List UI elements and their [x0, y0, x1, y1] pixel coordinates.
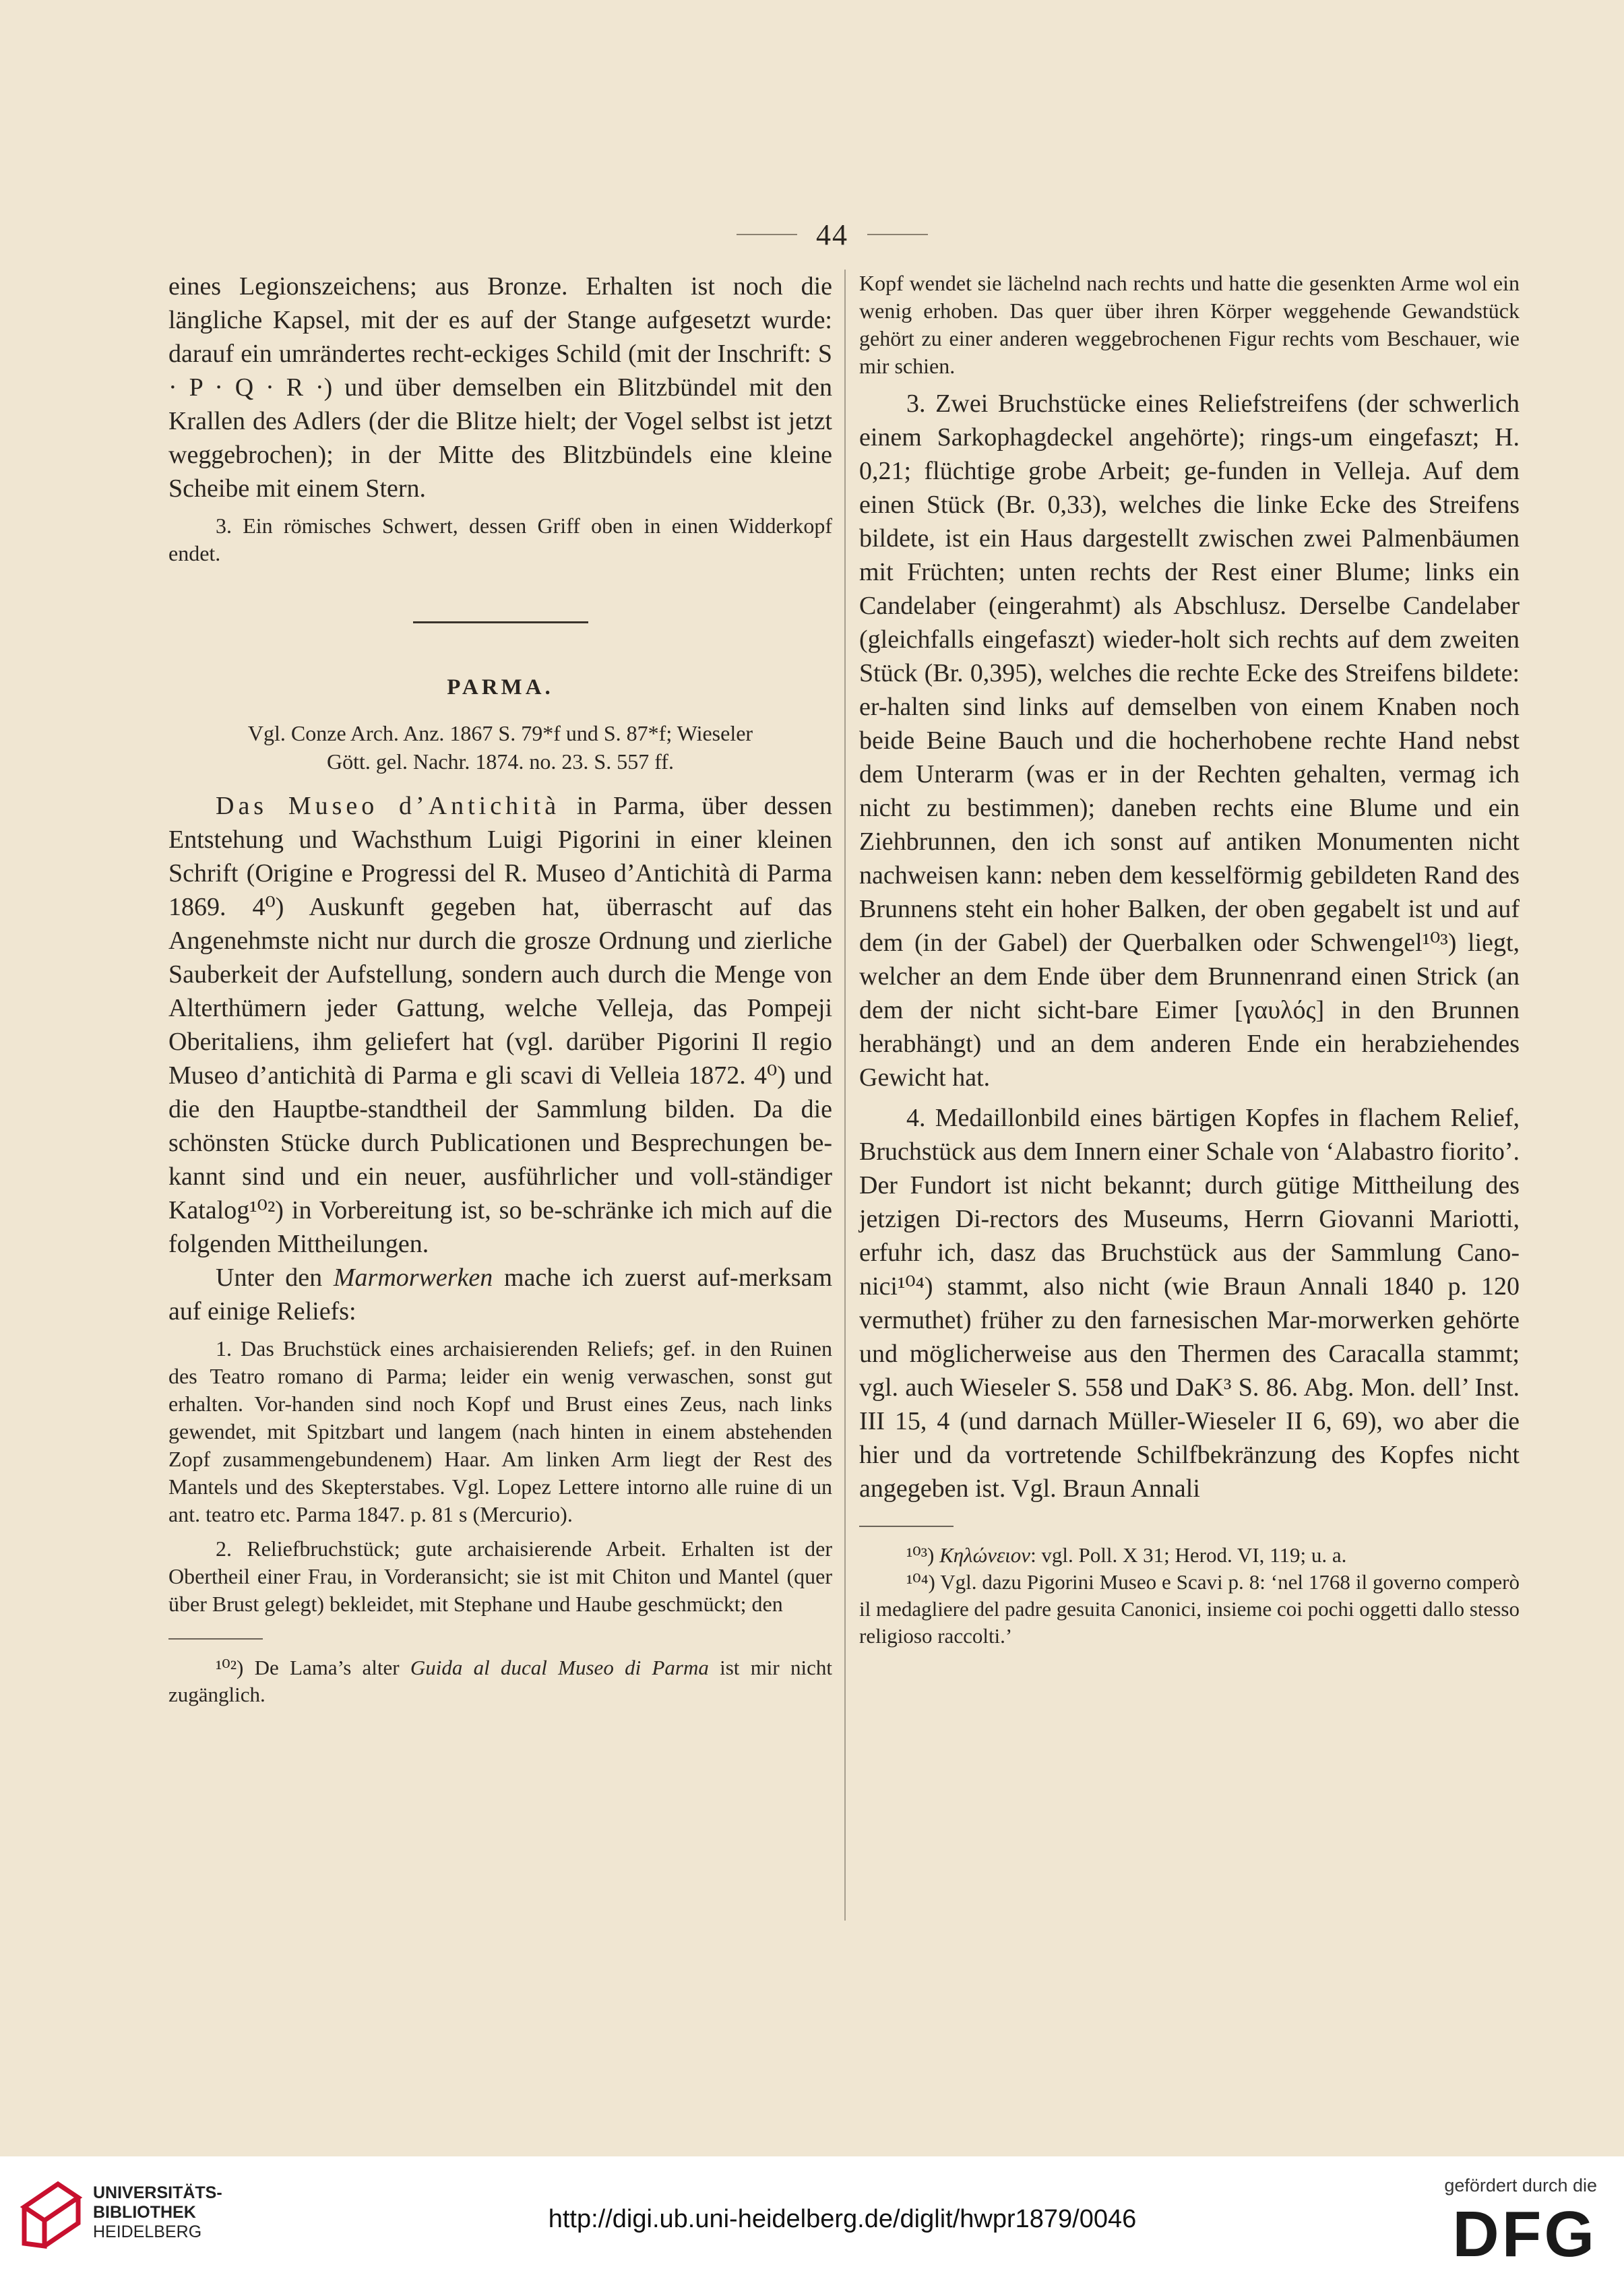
footnote-103-a: ¹⁰³) [906, 1543, 940, 1567]
page-number-header [731, 214, 933, 255]
left-paragraph-4 [168, 1261, 832, 1328]
left-paragraph-4-b: mache ich zuerst auf-merksam auf einige Reliefs: [168, 1264, 833, 1326]
footnote-rule-left [168, 1638, 263, 1640]
page-number-rule-left [737, 234, 797, 235]
left-paragraph-5: 1. Das Bruchstück eines archaisierenden Reliefs; gef. in den Ruinen des Teatro romano di Parma; leider ein wenig verwaschen, sonst gut erhalten. Vor-handen sind noch Kopf und Brust eines Zeus, nach links gewendet, mit Spitzbart und langem (nach hinten in einem abstehenden Zopf zusammengebundenem) Haar. Am linken Arm liegt der Rest des Mantels und des Skepterstabes. Vgl. Lopez Lettere intorno alle ruine di un ant. teatro etc. Parma 1847. p. 81 s (Mercurio). [168, 1336, 832, 1526]
museum-name: Das Museo d’Antichità [216, 792, 561, 820]
footnote-102-b: ist mir nicht zugänglich. [168, 1656, 832, 1706]
footnote-103-italic: Κηλώνειον [939, 1543, 1031, 1567]
library-name-line-1: UNIVERSITÄTS- [93, 2183, 222, 2202]
column-divider [844, 270, 846, 1921]
footnote-104: ¹⁰⁴) Vgl. dazu Pigorini Museo e Scavi p. 8: ‘nel 1768 il governo comperò il medagliere del padre gesuita Canonici, insieme coi pochi oggetti dallo stesso religioso raccolti.’ [859, 1570, 1520, 1648]
footnote-103-b: : vgl. Poll. X 31; Herod. VI, 119; u. a. [1030, 1543, 1347, 1567]
left-paragraph-6: 2. Reliefbruchstück; gute archaisierende Arbeit. Erhalten ist der Obertheil einer Frau, in Vorderansicht; sie ist mit Chiton und Mantel (quer über Brust gelegt) bekleidet, mit Stephane und Haube geschmückt; den [168, 1536, 832, 1616]
right-paragraph-1: Kopf wendet sie lächelnd nach rechts und hatte die gesenkten Arme wol ein wenig erhoben. Das quer über ihren Körper weggehende Gewandstück gehört zu einer anderen weggebrochenen Figur rechts vom Beschauer, wie mir schien. [859, 271, 1520, 378]
footnote-103 [859, 1542, 1520, 1569]
right-paragraph-2: 3. Zwei Bruchstücke eines Reliefstreifens (der schwerlich einem Sarkophagdeckel angehörte); rings-um eingefaszt; H. 0,21; flüchtige grobe Arbeit; ge-funden in Velleja. Auf dem einen Stück (Br. 0,33), welches die linke Ecke des Streifens bildete, ist ein Haus dargestellt zwischen zwei Palmenbäumen mit Früchten; unten rechts der Rest einer Blume; links ein Candelaber (eingerahmt) als Abschlusz. Derselbe Candelaber (gleichfalls eingefaszt) wieder-holt sich rechts auf dem zweiten Stück (Br. 0,395), welches die rechte Ecke des Streifens bildete: er-halten sind links auf demselben von einem Knaben noch beide Beine Bauch und die hocherhobene rechte Hand nebst dem Unterarm (was er in der Rechten gehalten, vermag ich nicht zu bestimmen); daneben rechts eine Blume und ein Ziehbrunnen, den ich sonst auf antiken Monumenten nicht nachweisen kann: neben dem kesselförmig gebildeten Rand des Brunnens steht ein hoher Balken, der oben gegabelt ist und auf dem (in der Gabel) der Querbalken oder Schwengel¹⁰³) liegt, welcher an dem Ende über dem Brunnenrand einen Strick (an dem der nicht sicht-bare Eimer [γαυλός] in den Brunnen herabhängt) und an dem anderen Ende ein herabziehendes Gewicht hat. [859, 390, 1520, 1092]
library-name-line-3: HEIDELBERG [93, 2222, 202, 2241]
section-divider [413, 621, 588, 623]
left-paragraph-4-a: Unter den [216, 1264, 334, 1292]
footer-bar [0, 2156, 1624, 2273]
library-name-line-2: BIBLIOTHEK [93, 2203, 196, 2222]
footnote-rule-right [859, 1526, 954, 1527]
right-paragraph-3: 4. Medaillonbild eines bärtigen Kopfes in flachem Relief, Bruchstück aus dem Innern einer Schale von ‘Alabastro fiorito’. Der Fundort ist nicht bekannt; durch gütige Mittheilung des jetzigen Di-rectors des Museums, Herrn Giovanni Mariotti, erfuhr ich, dasz das Bruchstück aus der Sammlung Cano-nici¹⁰⁴) stammt, also nicht (wie Braun Annali 1840 p. 120 vermuthet) früher zu den farnesischen Mar-morwerken gehörte und möglicherweise aus den Thermen des Caracalla stammt; vgl. auch Wieseler S. 558 und DaK³ S. 86. Abg. Mon. dell’ Inst. III 15, 4 (und darnach Müller-Wieseler II 6, 69), wo aber die hier und da vortretende Schilfbekränzung des Kopfes nicht angegeben ist. Vgl. Braun Annali [859, 1104, 1520, 1503]
left-column [168, 270, 832, 1708]
reference-line-1: Vgl. Conze Arch. Anz. 1867 S. 79*f und S. 87*f; Wieseler [247, 721, 753, 745]
university-library-name [93, 2183, 222, 2242]
page-number-rule-right [867, 234, 928, 235]
page-number: 44 [816, 218, 848, 251]
reference-line-2: Gött. gel. Nachr. 1874. no. 23. S. 557 ff. [327, 749, 674, 774]
dfg-logo: DFG [1452, 2198, 1597, 2270]
right-column [859, 270, 1520, 1650]
left-paragraph-4-italic: Marmorwerken [333, 1264, 493, 1292]
footnote-102 [168, 1654, 832, 1708]
footnote-102-italic: Guida al ducal Museo di Parma [410, 1656, 709, 1679]
left-paragraph-3 [168, 789, 832, 1261]
left-paragraph-2: 3. Ein römisches Schwert, dessen Griff oben in einen Widderkopf endet. [168, 513, 832, 565]
source-url-link[interactable]: http://digi.ub.uni-heidelberg.de/diglit/hwpr1879/0046 [548, 2205, 1137, 2233]
section-reference [168, 719, 832, 776]
footnote-102-a: ¹⁰²) De Lama’s alter [216, 1656, 410, 1679]
left-paragraph-1: eines Legionszeichens; aus Bronze. Erhalten ist noch die längliche Kapsel, mit der es auf der Stange aufgesetzt wurde: darauf ein umrändertes recht-eckiges Schild (mit der Inschrift: S · P · Q · R ·) und über demselben ein Blitzbündel mit den Krallen des Adlers (der die Blitze hielt; der Vogel selbst ist jetzt weggebrochen); in der Mitte des Blitzbündels eine kleine Scheibe mit einem Stern. [168, 272, 832, 503]
funding-note: gefördert durch die [1444, 2175, 1597, 2196]
left-paragraph-3-text: in Parma, über dessen Entstehung und Wachsthum Luigi Pigorini in einer kleinen Schrift (Origine e Progressi del R. Museo d’Antichità di Parma 1869. 4⁰) Auskunft gegeben hat, überrascht auf das Angenehmste nicht nur durch die grosze Ordnung und zierliche Sauberkeit der Aufstellung, sondern auch durch die Menge von Alterthümern jeder Gattung, welche Velleja, das Pompeji Oberitaliens, ihm geliefert hat (vgl. darüber Pigorini Il regio Museo d’antichità di Parma e gli scavi di Velleia 1872. 4⁰) und die den Hauptbe-standtheil der Sammlung bilden. Da die schönsten Stücke durch Publicationen und Besprechungen be-kannt sind und ein neuer, ausführlicher und voll-ständiger Katalog¹⁰²) in Vorbereitung ist, so be-schränke ich mich auf die folgenden Mittheilungen. [168, 792, 832, 1258]
section-heading-parma: PARMA. [447, 675, 554, 699]
university-library-logo-icon [19, 2179, 83, 2249]
